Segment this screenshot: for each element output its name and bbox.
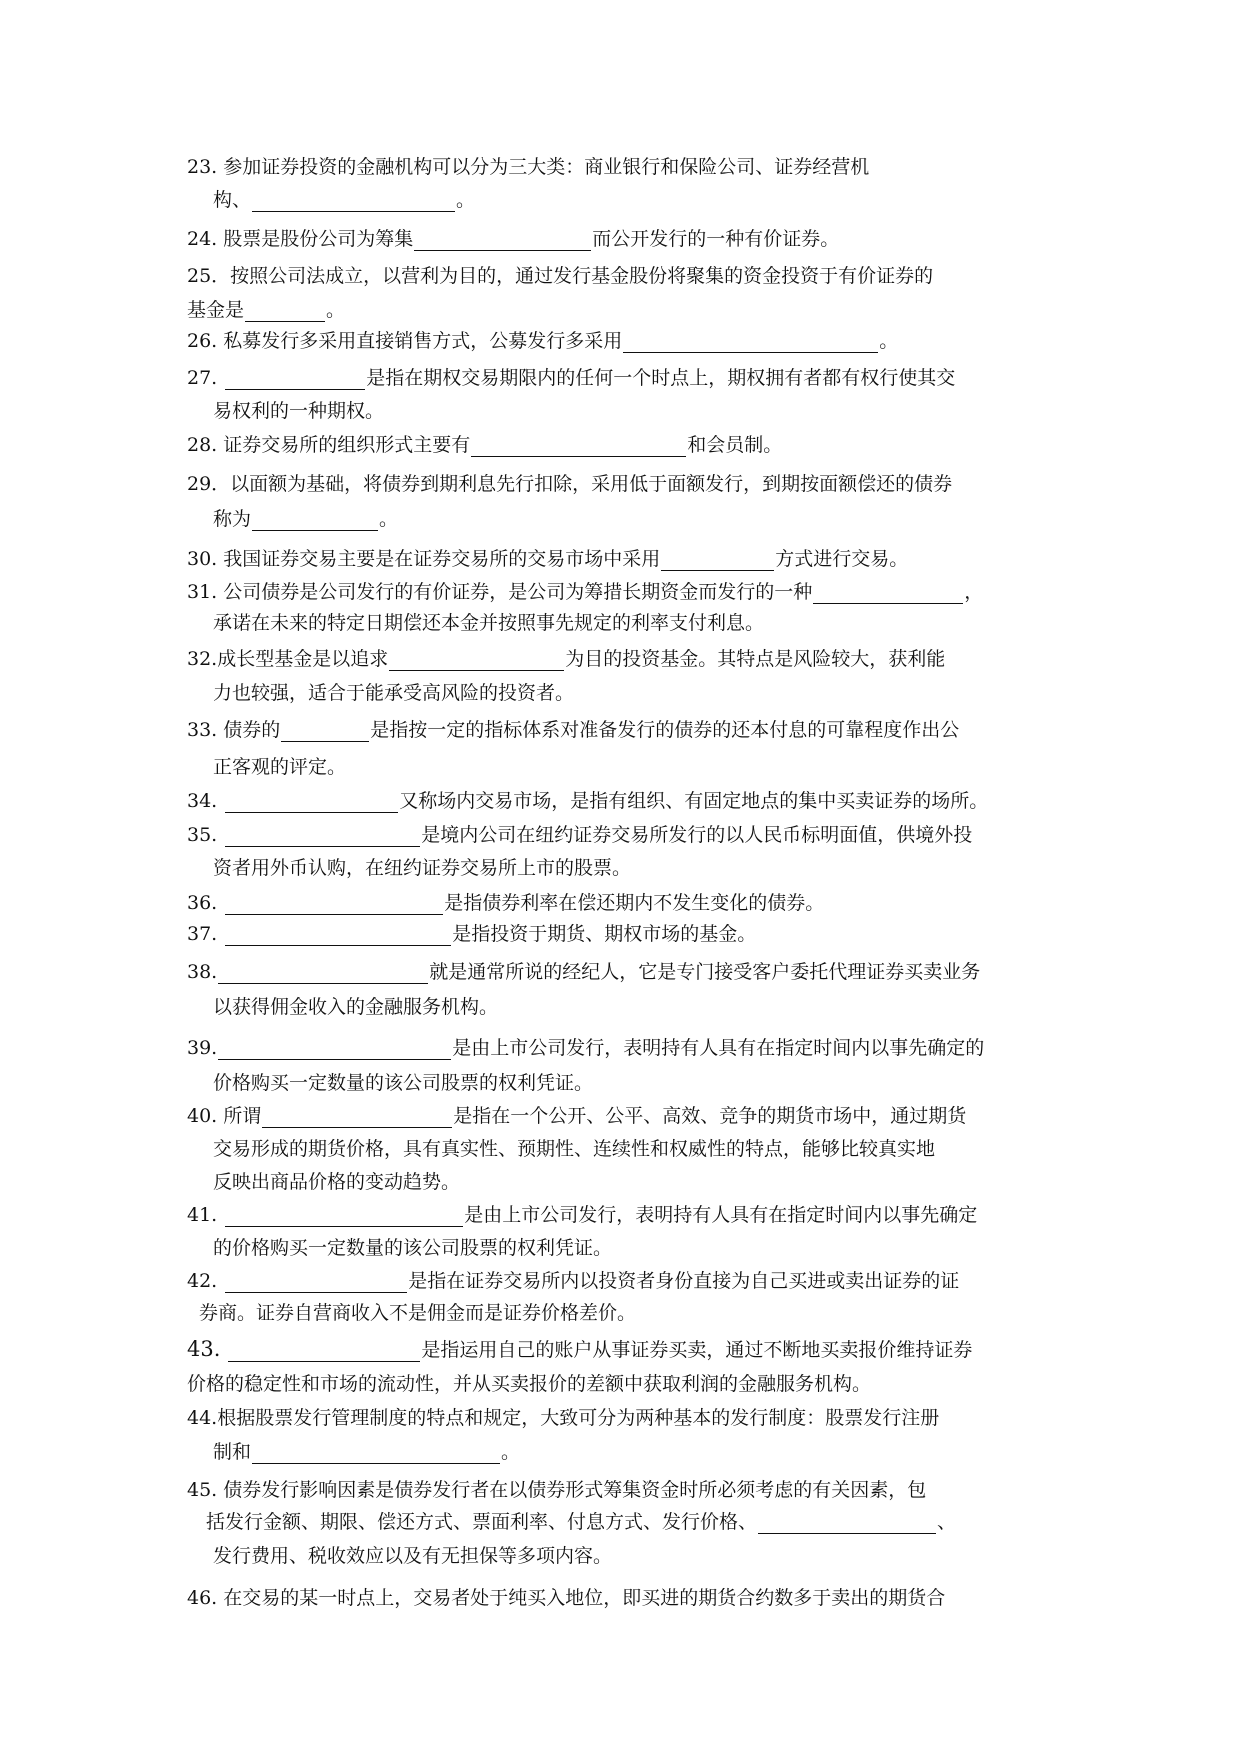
q42-line1: 42. 是指在证券交易所内以投资者身份直接为自己买进或卖出证券的证	[187, 1270, 960, 1292]
q23-line1: 23. 参加证券投资的金融机构可以分为三大类：商业银行和保险公司、证券经营机	[187, 156, 870, 178]
answer-blank[interactable]	[281, 721, 369, 742]
answer-blank[interactable]	[813, 583, 963, 604]
answer-blank[interactable]	[218, 963, 428, 984]
q41-line1: 41. 是由上市公司发行，表明持有人具有在指定时间内以事先确定	[187, 1204, 978, 1226]
q45-line2: 括发行金额、期限、偿还方式、票面利率、付息方式、发行价格、 、	[206, 1511, 957, 1533]
q33-line1: 33. 债券的 是指按一定的指标体系对准备发行的债券的还本付息的可靠程度作出公	[187, 719, 960, 741]
answer-blank[interactable]	[225, 1206, 463, 1227]
q31-line2: 承诺在未来的特定日期偿还本金并按照事先规定的利率支付利息。	[213, 612, 765, 634]
q37-line1: 37. 是指投资于期货、期权市场的基金。	[187, 923, 757, 945]
q30-line1: 30. 我国证券交易主要是在证券交易所的交易市场中采用 方式进行交易。	[187, 548, 909, 570]
answer-blank[interactable]	[225, 1272, 407, 1293]
q25-line2: 基金是 。	[187, 299, 346, 321]
q26-line1: 26. 私募发行多采用直接销售方式，公募发行多采用 。	[187, 330, 899, 352]
q43-line1: 43. 是指运用自己的账户从事证券买卖，通过不断地买卖报价维持证券	[187, 1337, 973, 1361]
q40-line2: 交易形成的期货价格，具有真实性、预期性、连续性和权威性的特点，能够比较真实地	[213, 1138, 936, 1160]
q39-line2: 价格购买一定数量的该公司股票的权利凭证。	[213, 1072, 594, 1094]
answer-blank[interactable]	[389, 650, 564, 671]
answer-blank[interactable]	[218, 1039, 451, 1060]
q28-line1: 28. 证券交易所的组织形式主要有 和会员制。	[187, 434, 783, 456]
answer-blank[interactable]	[414, 230, 591, 251]
answer-blank[interactable]	[225, 826, 420, 847]
q36-line1: 36. 是指债券利率在偿还期内不发生变化的债券。	[187, 892, 825, 914]
q25-line1: 25．按照公司法成立，以营利为目的，通过发行基金股份将聚集的资金投资于有价证券的	[187, 265, 934, 287]
q39-line1: 39. 是由上市公司发行，表明持有人具有在指定时间内以事先确定的	[187, 1037, 985, 1059]
q31-line1: 31. 公司债券是公司发行的有价证券，是公司为筹措长期资金而发行的一种 ，	[187, 581, 984, 603]
q32-line2: 力也较强，适合于能承受高风险的投资者。	[213, 682, 575, 704]
q32-line1: 32.成长型基金是以追求 为目的投资基金。其特点是风险较大，获利能	[187, 648, 946, 670]
q27-line1: 27. 是指在期权交易期限内的任何一个时点上，期权拥有者都有权行使其交	[187, 367, 956, 389]
answer-blank[interactable]	[228, 1341, 420, 1362]
q33-line2: 正客观的评定。	[213, 756, 347, 778]
q27-line2: 易权利的一种期权。	[213, 400, 385, 422]
q35-line1: 35. 是境内公司在纽约证券交易所发行的以人民币标明面值，供境外投	[187, 824, 973, 846]
q44-line2: 制和 。	[213, 1441, 521, 1463]
answer-blank[interactable]	[623, 332, 878, 353]
q38-line1: 38. 就是通常所说的经纪人，它是专门接受客户委托代理证券买卖业务	[187, 961, 981, 983]
answer-blank[interactable]	[225, 925, 451, 946]
q34-line1: 34. 又称场内交易市场，是指有组织、有固定地点的集中买卖证券的场所。	[187, 790, 989, 812]
q40-line1: 40. 所谓 是指在一个公开、公平、高效、竞争的期货市场中，通过期货	[187, 1105, 967, 1127]
q40-line3: 反映出商品价格的变动趋势。	[213, 1171, 461, 1193]
q23-line2: 构、 。	[213, 189, 476, 211]
answer-blank[interactable]	[225, 894, 443, 915]
answer-blank[interactable]	[225, 369, 365, 390]
answer-blank[interactable]	[262, 1107, 452, 1128]
q45-line3: 发行费用、税收效应以及有无担保等多项内容。	[213, 1545, 613, 1567]
answer-blank[interactable]	[225, 792, 398, 813]
answer-blank[interactable]	[252, 510, 378, 531]
answer-blank[interactable]	[758, 1513, 936, 1534]
q41-line2: 的价格购买一定数量的该公司股票的权利凭证。	[213, 1237, 613, 1259]
q38-line2: 以获得佣金收入的金融服务机构。	[213, 996, 499, 1018]
answer-blank[interactable]	[245, 301, 325, 322]
q44-line1: 44.根据股票发行管理制度的特点和规定，大致可分为两种基本的发行制度：股票发行注册	[187, 1407, 940, 1429]
q29-line2: 称为 。	[213, 508, 399, 530]
q43-line2: 价格的稳定性和市场的流动性，并从买卖报价的差额中获取利润的金融服务机构。	[187, 1373, 872, 1395]
answer-blank[interactable]	[661, 550, 774, 571]
q29-line1: 29．以面额为基础，将债券到期利息先行扣除，采用低于面额发行，到期按面额偿还的债券	[187, 473, 953, 495]
q45-line1: 45. 债券发行影响因素是债券发行者在以债券形式筹集资金时所必须考虑的有关因素，包	[187, 1479, 927, 1501]
answer-blank[interactable]	[252, 1443, 500, 1464]
q24-line1: 24. 股票是股份公司为筹集 而公开发行的一种有价证券。	[187, 228, 840, 250]
answer-blank[interactable]	[252, 191, 455, 212]
q35-line2: 资者用外币认购，在纽约证券交易所上市的股票。	[213, 857, 632, 879]
q46-line1: 46. 在交易的某一时点上，交易者处于纯买入地位，即买进的期货合约数多于卖出的期货合	[187, 1587, 946, 1609]
q42-line2: 券商。证券自营商收入不是佣金而是证券价格差价。	[199, 1302, 637, 1324]
answer-blank[interactable]	[471, 436, 686, 457]
